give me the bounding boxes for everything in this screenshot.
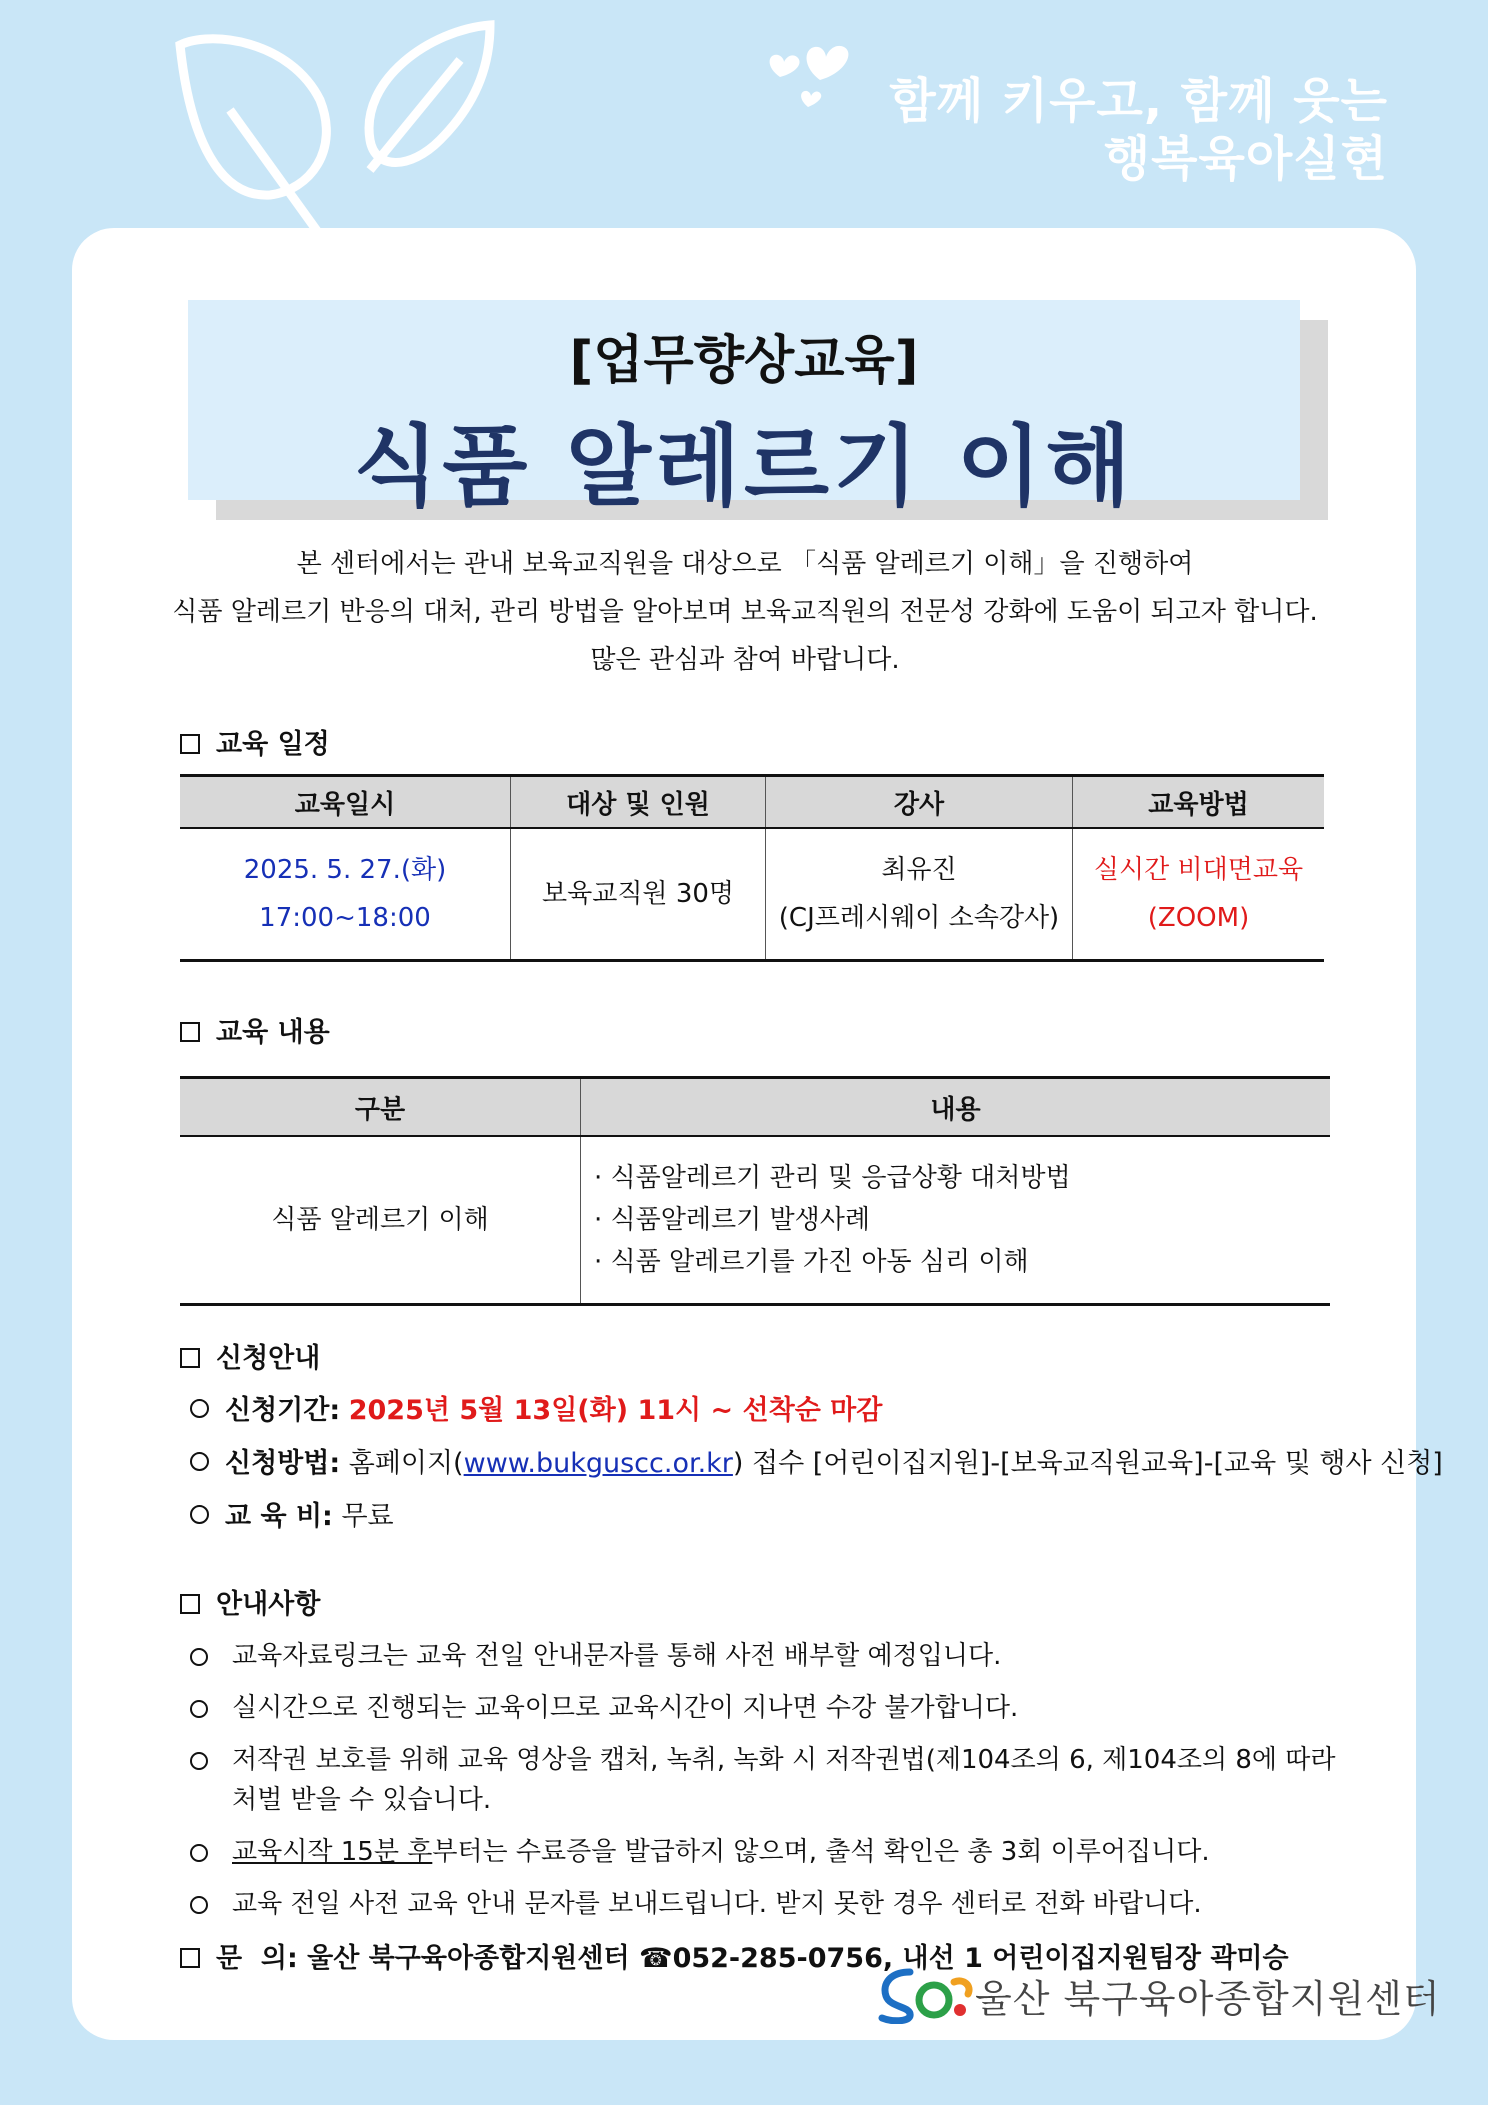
schedule-heading <box>180 722 330 761</box>
table-row <box>180 1136 1330 1305</box>
method-tool: (ZOOM) <box>1147 903 1250 933</box>
page-title: 식품 알레르기 이해 <box>353 415 1135 518</box>
square-bullet-icon <box>180 1348 200 1368</box>
circle-bullet-icon <box>190 1399 209 1418</box>
target-cell: 보육교직원 30명 <box>511 828 766 961</box>
items-cell <box>581 1136 1331 1305</box>
apply-info <box>190 1384 1443 1543</box>
header-cell: 구분 <box>180 1078 581 1137</box>
apply-period-value: 2025년 5월 13일(화) 11시 ~ 선착순 마감 <box>348 1395 883 1426</box>
list-item <box>190 1884 1340 1924</box>
circle-bullet-icon <box>190 1700 208 1718</box>
schedule-heading-label: 교육 일정 <box>216 729 330 760</box>
circle-bullet-icon <box>190 1505 209 1524</box>
notice-text: 부터는 수료증을 발급하지 않으며, 출석 확인은 총 3회 이루어집니다. <box>432 1837 1210 1867</box>
list-item <box>190 1832 1340 1872</box>
content-table <box>180 1076 1330 1306</box>
apply-fee-row <box>190 1490 1443 1543</box>
date-value: 2025. 5. 27.(화) <box>243 855 447 885</box>
content-list <box>582 1157 1329 1283</box>
apply-period-row <box>190 1384 1443 1437</box>
apply-heading-label: 신청안내 <box>216 1343 321 1374</box>
circle-bullet-icon <box>190 1844 208 1862</box>
intro-line-2: 식품 알레르기 반응의 대처, 관리 방법을 알아보며 보육교직원의 전문성 강화에 도움이 되고자 합니다. <box>172 597 1318 627</box>
square-bullet-icon <box>180 734 200 754</box>
method-value: 실시간 비대면교육 <box>1093 855 1304 885</box>
list-item <box>190 1636 1340 1676</box>
schedule-table <box>180 774 1324 962</box>
hearts-icon <box>760 35 855 110</box>
list-item <box>190 1740 1340 1820</box>
time-value: 17:00~18:00 <box>259 903 431 933</box>
apply-fee-label: 교 육 비: <box>225 1501 333 1532</box>
square-bullet-icon <box>180 1948 200 1968</box>
header-cell: 교육일시 <box>180 776 511 829</box>
notice-underlined-text: 교육시작 15분 후 <box>232 1837 433 1867</box>
footer-org-name: 울산 북구육아종합지원센터 <box>975 1977 1441 2021</box>
leaf-decoration-icon <box>170 20 500 240</box>
square-bullet-icon <box>180 1022 200 1042</box>
apply-method-suffix: ) 접수 [어린이집지원]-[보육교직원교육]-[교육 및 행사 신청] <box>732 1448 1443 1479</box>
circle-bullet-icon <box>190 1752 208 1770</box>
lecturer-cell <box>766 828 1073 961</box>
list-item <box>190 1688 1340 1728</box>
list-item: · 식품알레르기 발생사례 <box>594 1199 1329 1241</box>
intro-line-1: 본 센터에서는 관내 보육교직원을 대상으로 「식품 알레르기 이해」을 진행하여 <box>296 549 1194 579</box>
title-subtitle: [업무향상교육] <box>569 331 919 391</box>
notice-text: 교육자료링크는 교육 전일 안내문자를 통해 사전 배부할 예정입니다. <box>232 1641 1002 1671</box>
notices-list <box>190 1636 1340 1936</box>
intro-line-3: 많은 관심과 참여 바랍니다. <box>590 645 900 675</box>
intro-text <box>150 540 1340 684</box>
table-row <box>180 828 1324 961</box>
notices-heading <box>180 1582 320 1621</box>
lecturer-org: (CJ프레시웨이 소속강사) <box>778 903 1060 933</box>
notice-text: 교육 전일 사전 교육 안내 문자를 보내드립니다. 받지 못한 경우 센터로 전화 바랍니다. <box>232 1889 1202 1919</box>
date-cell <box>180 828 511 961</box>
circle-bullet-icon <box>190 1648 208 1666</box>
slogan <box>889 72 1388 188</box>
lecturer-name: 최유진 <box>881 855 957 885</box>
slogan-line-2: 행복육아실현 <box>1103 131 1388 187</box>
square-bullet-icon <box>180 1594 200 1614</box>
apply-fee-value: 무료 <box>341 1501 394 1532</box>
circle-bullet-icon <box>190 1896 208 1914</box>
list-item: · 식품 알레르기를 가진 아동 심리 이해 <box>594 1241 1329 1283</box>
slogan-line-1: 함께 키우고, 함께 웃는 <box>889 73 1388 129</box>
table-header-row <box>180 776 1324 829</box>
header-cell: 대상 및 인원 <box>511 776 766 829</box>
apply-heading <box>180 1336 320 1375</box>
apply-method-prefix: 홈페이지( <box>348 1448 464 1479</box>
table-header-row <box>180 1078 1330 1137</box>
method-cell <box>1073 828 1325 961</box>
header-cell: 강사 <box>766 776 1073 829</box>
header-cell: 내용 <box>581 1078 1331 1137</box>
notices-heading-label: 안내사항 <box>216 1589 321 1620</box>
notice-text: 실시간으로 진행되는 교육이므로 교육시간이 지나면 수강 불가합니다. <box>232 1693 1019 1723</box>
circle-bullet-icon <box>190 1452 209 1471</box>
notice-text: 저작권 보호를 위해 교육 영상을 캡처, 녹취, 녹화 시 저작권법(제104조의 6, 제104조의 8에 따라 처벌 받을 수 있습니다. <box>232 1745 1336 1815</box>
homepage-link[interactable]: www.bukguscc.or.kr <box>463 1448 733 1479</box>
category-cell: 식품 알레르기 이해 <box>180 1136 581 1305</box>
content-heading-label: 교육 내용 <box>216 1017 330 1048</box>
apply-period-label: 신청기간: <box>225 1395 341 1426</box>
apply-method-row <box>190 1437 1443 1490</box>
list-item: · 식품알레르기 관리 및 응급상황 대처방법 <box>594 1157 1329 1199</box>
header-cell: 교육방법 <box>1073 776 1325 829</box>
inquiry-text: 문 의: 울산 북구육아종합지원센터 ☎052-285-0756, 내선 1 어린이집지원팀장 곽미승 <box>216 1943 1289 1974</box>
content-heading <box>180 1010 330 1049</box>
title-box <box>188 300 1300 518</box>
apply-method-label: 신청방법: <box>225 1448 341 1479</box>
